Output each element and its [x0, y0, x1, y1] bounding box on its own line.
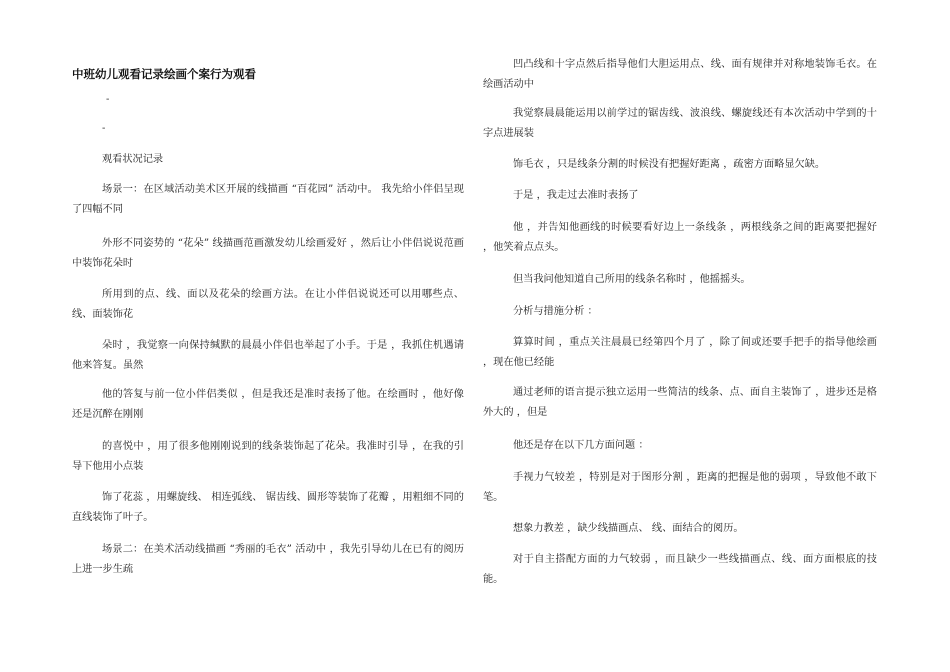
paragraph: 但当我问他知道自己所用的线条名称时 ，他摇摇头。	[513, 274, 751, 285]
paragraph: 所用到的点、线、面以及花朵的绘画方法。在让小伴侣说说还可以用哪些点、线、面装饰花	[72, 289, 464, 320]
paragraph: 我觉察晨晨能运用以前学过的锯齿线、波浪线、螺旋线还有本次活动中学到的十字点进展装	[483, 108, 877, 139]
paragraph: 的喜悦中 ，用了很多他刚刚说到的线条装饰起了花朵。我准时引导 ，在我的引导下他用小点装	[72, 441, 464, 472]
paragraph: 朵时 ，我觉察一向保持缄默的晨晨小伴侣也举起了小手。于是 ，我抓住机遇请他来答复。虽然	[72, 340, 464, 371]
paragraph: 他还是存在以下几方面问题 ：	[513, 440, 649, 451]
document-title: 中班幼儿观看记录绘画个案行为观看	[72, 67, 256, 81]
section-heading: 观看状况记录	[102, 154, 164, 165]
separator-mark: -	[106, 94, 110, 105]
paragraph: 凹凸线和十字点然后指导他们大胆运用点、线、面有规律并对称地装饰毛衣。在绘画活动中	[483, 59, 877, 90]
paragraph: 他的答复与前一位小伴侣类似 ，但是我还是准时表扬了他。在绘画时 ，他好像还是沉醉在刚刚	[72, 389, 464, 420]
paragraph: 手视力气较差 ，特别是对于图形分割 ，距离的把握是他的弱项 ，导致他不敢下笔。	[483, 472, 877, 503]
paragraph: 饰了花蕊 ，用螺旋线、 相连弧线、 锯齿线、圆形等装饰了花瓣 ，用粗细不同的直线装饰了叶子。	[72, 492, 464, 523]
paragraph: 对于自主搭配方面的力气较弱 ，而且缺少一些线描画点、线、面方面根底的技能。	[483, 554, 877, 585]
section-heading: 分析与措施分析 ：	[513, 306, 598, 317]
separator-mark: -	[102, 123, 106, 134]
paragraph: 于是 ，我走过去准时表扬了	[513, 190, 639, 201]
paragraph: 外形不同姿势的 “花朵” 线描画范画激发幼儿绘画爱好 ，然后让小伴侣说说范画中装饰花朵时	[72, 238, 464, 269]
paragraph: 他 ，并告知他画线的时候要看好边上一条线条 ，两根线条之间的距离要把握好 ，他笑着点点头。	[483, 222, 877, 253]
paragraph: 通过老师的语言提示独立运用一些简洁的线条、点、面自主装饰了 ，进步还是格外大的 ，但是	[483, 387, 877, 418]
paragraph: 场景二：在美术活动线描画 “秀丽的毛衣” 活动中 ，我先引导幼儿在已有的阅历上进一步生疏	[72, 544, 464, 575]
paragraph: 饰毛衣 ，只是线条分割的时候没有把握好距离 ，疏密方面略显欠缺。	[513, 159, 826, 170]
paragraph: 场景一：在区域活动美术区开展的线描画 “百花园” 活动中。 我先给小伴侣呈现了四幅不同	[72, 184, 464, 215]
paragraph: 算算时间 ，重点关注晨晨已经第四个月了 ，除了间或还要手把手的指导他绘画 ，现在他已经能	[483, 337, 877, 368]
paragraph: 想象力教差 ，缺少线描画点、 线、面结合的阅历。	[513, 523, 744, 534]
